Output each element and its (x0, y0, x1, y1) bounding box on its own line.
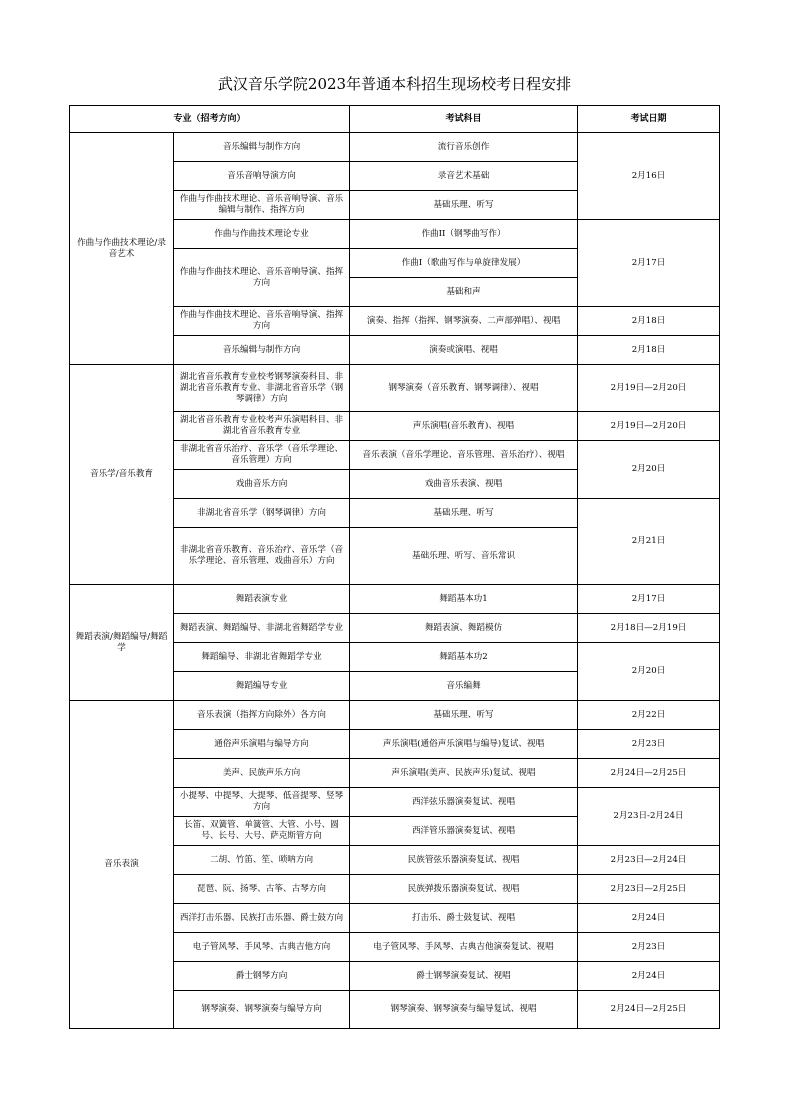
table-header-row (70, 106, 720, 133)
table-row (70, 365, 720, 412)
direction-cell: 电子管风琴、手风琴、古典吉他方向 (174, 933, 350, 962)
group-cell: 音乐学/音乐教育 (70, 365, 174, 585)
subject-cell: 西洋弦乐器演奏复试、视唱 (350, 788, 578, 817)
date-cell: 2月19日—2月20日 (578, 365, 720, 412)
date-cell: 2月18日 (578, 307, 720, 336)
subject-cell: 西洋管乐器演奏复试、视唱 (350, 817, 578, 846)
subject-cell: 戏曲音乐表演、视唱 (350, 470, 578, 499)
date-cell: 2月19日—2月20日 (578, 412, 720, 441)
subject-cell: 舞蹈基本功2 (350, 643, 578, 672)
subject-cell: 演奏、指挥（指挥、钢琴演奏、二声部弹唱）、视唱 (350, 307, 578, 336)
header-date: 考试日期 (578, 106, 720, 133)
date-cell: 2月22日 (578, 701, 720, 730)
direction-cell: 爵士钢琴方向 (174, 962, 350, 991)
header-subject: 考试科目 (350, 106, 578, 133)
subject-cell: 钢琴演奏（音乐教育、钢琴调律）、视唱 (350, 365, 578, 412)
subject-cell: 流行音乐创作 (350, 133, 578, 162)
direction-cell: 音乐编辑与制作方向 (174, 336, 350, 365)
table-row (70, 585, 720, 614)
subject-cell: 打击乐、爵士鼓复试、视唱 (350, 904, 578, 933)
direction-cell: 舞蹈表演、舞蹈编导、非湖北省舞蹈学专业 (174, 614, 350, 643)
subject-cell: 作曲II（钢琴曲写作） (350, 220, 578, 249)
direction-cell: 湖北省音乐教育专业校考声乐演唱科目、非湖北省音乐教育专业 (174, 412, 350, 441)
direction-cell: 作曲与作曲技术理论、音乐音响导演、音乐编辑与制作、指挥方向 (174, 191, 350, 220)
group-cell: 舞蹈表演/舞蹈编导/舞蹈学 (70, 585, 174, 701)
table-row (70, 701, 720, 730)
direction-cell: 音乐音响导演方向 (174, 162, 350, 191)
date-cell: 2月20日 (578, 441, 720, 499)
subject-cell: 民族弹拨乐器演奏复试、视唱 (350, 875, 578, 904)
date-cell: 2月23日—2月24日 (578, 846, 720, 875)
date-cell: 2月23日 (578, 730, 720, 759)
date-cell: 2月23日-2月24日 (578, 788, 720, 846)
document-title: 武汉音乐学院2023年普通本科招生现场校考日程安排 (217, 75, 572, 93)
group-cell: 作曲与作曲技术理论/录音艺术 (70, 133, 174, 365)
date-cell: 2月16日 (578, 133, 720, 220)
subject-cell: 录音艺术基础 (350, 162, 578, 191)
direction-cell: 舞蹈表演专业 (174, 585, 350, 614)
date-cell: 2月18日—2月19日 (578, 614, 720, 643)
subject-cell: 舞蹈表演、舞蹈模仿 (350, 614, 578, 643)
direction-cell: 美声、民族声乐方向 (174, 759, 350, 788)
direction-cell: 非湖北省音乐教育、音乐治疗、音乐学（音乐学理论、音乐管理、戏曲音乐）方向 (174, 528, 350, 585)
subject-cell: 作曲I（歌曲写作与单旋律发展） (350, 249, 578, 278)
subject-cell: 基础和声 (350, 278, 578, 307)
direction-cell: 作曲与作曲技术理论、音乐音响导演、指挥方向 (174, 307, 350, 336)
date-cell: 2月18日 (578, 336, 720, 365)
date-cell: 2月20日 (578, 643, 720, 701)
date-cell: 2月24日 (578, 962, 720, 991)
direction-cell: 西洋打击乐器、民族打击乐器、爵士鼓方向 (174, 904, 350, 933)
subject-cell: 声乐演唱(音乐教育)、视唱 (350, 412, 578, 441)
subject-cell: 声乐演唱(通俗声乐演唱与编导)复试、视唱 (350, 730, 578, 759)
direction-cell: 湖北省音乐教育专业校考钢琴演奏科目、非湖北省音乐教育专业、非湖北省音乐学（钢琴调律）方向 (174, 365, 350, 412)
subject-cell: 基础乐理、听写 (350, 191, 578, 220)
subject-cell: 基础乐理、听写 (350, 499, 578, 528)
direction-cell: 非湖北省音乐治疗、音乐学（音乐学理论、音乐管理）方向 (174, 441, 350, 470)
direction-cell: 琵琶、阮、扬琴、古筝、古琴方向 (174, 875, 350, 904)
direction-cell: 二胡、竹笛、笙、唢呐方向 (174, 846, 350, 875)
direction-cell: 通俗声乐演唱与编导方向 (174, 730, 350, 759)
subject-cell: 声乐演唱(美声、民族声乐)复试、视唱 (350, 759, 578, 788)
table-row (70, 133, 720, 162)
direction-cell: 舞蹈编导、非湖北省舞蹈学专业 (174, 643, 350, 672)
direction-cell: 戏曲音乐方向 (174, 470, 350, 499)
direction-cell: 作曲与作曲技术理论、音乐音响导演、指挥方向 (174, 249, 350, 307)
direction-cell: 舞蹈编导专业 (174, 672, 350, 701)
subject-cell: 舞蹈基本功1 (350, 585, 578, 614)
date-cell: 2月24日—2月25日 (578, 991, 720, 1029)
subject-cell: 钢琴演奏、钢琴演奏与编导复试、视唱 (350, 991, 578, 1029)
header-major: 专业（招考方向） (70, 106, 350, 133)
date-cell: 2月23日 (578, 933, 720, 962)
subject-cell: 音乐表演（音乐学理论、音乐管理、音乐治疗）、视唱 (350, 441, 578, 470)
direction-cell: 音乐表演（指挥方向除外）各方向 (174, 701, 350, 730)
direction-cell: 钢琴演奏、钢琴演奏与编导方向 (174, 991, 350, 1029)
subject-cell: 电子管风琴、手风琴、古典吉他演奏复试、视唱 (350, 933, 578, 962)
group-cell: 音乐表演 (70, 701, 174, 1029)
direction-cell: 非湖北省音乐学（钢琴调律）方向 (174, 499, 350, 528)
subject-cell: 民族管弦乐器演奏复试、视唱 (350, 846, 578, 875)
subject-cell: 基础乐理、听写 (350, 701, 578, 730)
date-cell: 2月17日 (578, 220, 720, 307)
date-cell: 2月23日—2月25日 (578, 875, 720, 904)
schedule-table (69, 105, 720, 1029)
subject-cell: 音乐编舞 (350, 672, 578, 701)
direction-cell: 作曲与作曲技术理论专业 (174, 220, 350, 249)
date-cell: 2月24日 (578, 904, 720, 933)
direction-cell: 长笛、双簧管、单簧管、大管、小号、圆号、长号、大号、萨克斯管方向 (174, 817, 350, 846)
subject-cell: 爵士钢琴演奏复试、视唱 (350, 962, 578, 991)
direction-cell: 小提琴、中提琴、大提琴、低音提琴、竖琴方向 (174, 788, 350, 817)
subject-cell: 基础乐理、听写、音乐常识 (350, 528, 578, 585)
date-cell: 2月24日—2月25日 (578, 759, 720, 788)
date-cell: 2月17日 (578, 585, 720, 614)
date-cell: 2月21日 (578, 499, 720, 585)
subject-cell: 演奏或演唱、视唱 (350, 336, 578, 365)
direction-cell: 音乐编辑与制作方向 (174, 133, 350, 162)
